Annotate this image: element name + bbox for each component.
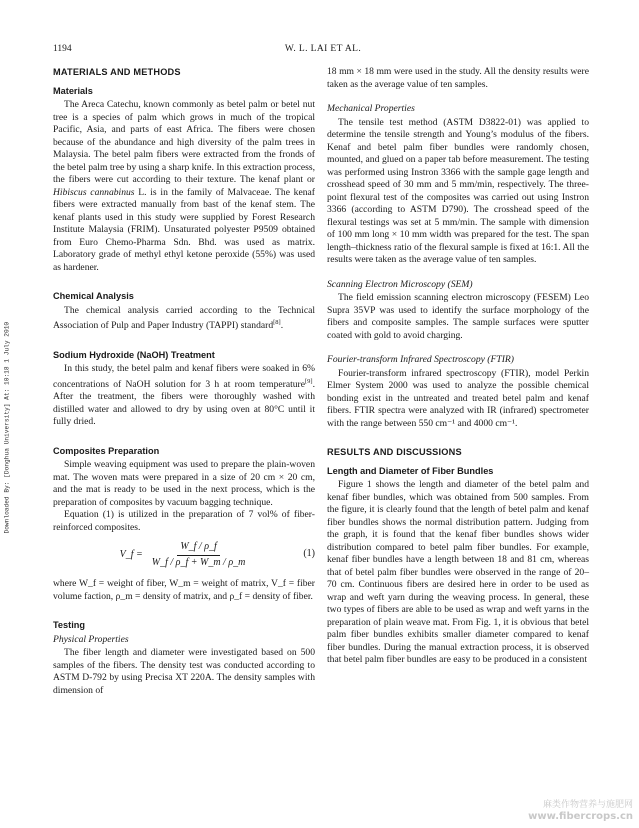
chemical-analysis-heading: Chemical Analysis xyxy=(53,291,134,301)
physical-properties-heading: Physical Properties xyxy=(53,633,129,645)
methods-heading: MATERIALS AND METHODS xyxy=(53,67,181,77)
ftir-heading: Fourier-transform Infrared Spectroscopy (FTIR) xyxy=(327,354,514,365)
download-stamp xyxy=(3,300,11,540)
chemical-analysis-paragraph: The chemical analysis carried according to the Technical Association of Pulp and Paper Industry (TAPPI) standard[8]. xyxy=(53,304,315,332)
running-head: W. L. LAI ET AL. xyxy=(284,44,362,54)
watermark-line-1: 麻类作物营养与施肥网 xyxy=(542,800,633,810)
materials-heading: Materials xyxy=(53,85,93,96)
composites-paragraph-2: Equation (1) is utilized in the preparation of 7 vol% of fiber-reinforced composites. xyxy=(53,509,315,533)
page-number: 1194 xyxy=(53,44,72,54)
species-name: Hibiscus cannabinus xyxy=(53,186,135,198)
page-header xyxy=(53,44,593,58)
length-diameter-heading: Length and Diameter of Fiber Bundles xyxy=(327,465,494,476)
results-heading: RESULTS AND DISCUSSIONS xyxy=(327,447,462,457)
equation-number: (1) xyxy=(303,548,315,560)
sem-heading: Scanning Electron Microscopy (SEM) xyxy=(327,278,473,290)
left-column xyxy=(53,66,315,697)
naoh-treatment-paragraph: In this study, the betel palm and kenaf fibers were soaked in 6% concentrations of NaOH solution for 3 h at room temperature[9]. After the treatment, the fibers were thoroughly washed with distilled water and allowed to dry by using oven at 80°C until it fully dried. xyxy=(53,363,315,428)
citation: [8] xyxy=(273,319,281,326)
equation-numerator: W_f / ρ_f xyxy=(177,541,219,556)
mechanical-properties-heading: Mechanical Properties xyxy=(327,103,415,114)
materials-paragraph: The Areca Catechu, known commonly as betel palm or betel nut tree is a species of palm which grows in much of the tropical Pacific, Asia, and parts of east Africa. The fibers were chosen because of the abundance and high diversity of the palm trees in Malaysia. The betel palm fibers were extracted from the fronds of the betel palm tree by using a sharp knife. In this extraction process, the fibers were cut according to their texture. The kenaf plant or Hibiscus cannabinus L. is in the family of Malvaceae. The kenaf fibers were extracted manually from bast of the kenaf stem. The kenaf plants used in this study were supplied by Forest Research Institute Malaysia (FRIM). Unsaturated polyester P9509 obtained from Euro Chemo-Pharma Sdn. Bhd. was used as matrix. Laboratory grade of methyl ethyl ketone peroxide (55%) was used as hardener. xyxy=(53,99,315,273)
ftir-paragraph: Fourier-transform infrared spectroscopy (FTIR), model Perkin Elmer System 2000 was used to analyze the possible chemical bonding exist in the untreated and treated betel palm and kenaf fibers. FTIR spectra were analyzed with IR (infrared) spectrometer with the range between 550 cm⁻¹ and 4000 cm⁻¹. xyxy=(327,367,589,429)
download-stamp-text: Downloaded By: [Donghua University] At: 10:18 1 July 2010 xyxy=(3,321,11,534)
mechanical-properties-paragraph: The tensile test method (ASTM D3822-01) was applied to determine the tensile strength and Young’s modulus of the fibers. Kenaf and betel palm fiber bundles were randomly chosen, mounted, and glued on a paper tab before measurement. The testing was performed using Instron 3366 with the sample gage length and crosshead speed of 30 mm and 5 mm/min, respectively. The three-point flexural test of the composites was carried out using Instron 3366 (according to ASTM D790). The crosshead speed of the flexural testings was set at 5 mm/min. The sample with dimension of 100 mm long × 10 mm width was prepared for the test. The span length–thickness ratio of the flexural sample is fixed at 16:1. All the results were taken as the average value of ten samples. xyxy=(327,116,589,265)
equation-1 xyxy=(53,538,315,572)
equation-lhs: V_f = xyxy=(119,549,143,561)
composites-paragraph-3: where W_f = weight of fiber, W_m = weight of matrix, V_f = fiber volume faction, ρ_m = density of matrix, and ρ_f = density of fiber. xyxy=(53,578,315,602)
naoh-treatment-heading: Sodium Hydroxide (NaOH) Treatment xyxy=(53,349,215,360)
right-column xyxy=(327,66,589,667)
equation-fraction xyxy=(149,541,249,569)
composites-paragraph-1: Simple weaving equipment was used to prepare the plain-woven mat. The woven mats were prepared in a size of 20 cm × 20 cm, and the mat is ready to be used in the next process, which is the preparation of composites by vacuum bagging technique. xyxy=(53,459,315,508)
citation: [9] xyxy=(305,377,313,385)
density-continuation: 18 mm × 18 mm were used in the study. All the density results were taken as the average value of ten samples. xyxy=(327,66,589,90)
composites-preparation-heading: Composites Preparation xyxy=(53,445,160,456)
equation-denominator: W_f / ρ_f + W_m / ρ_m xyxy=(151,556,246,568)
site-watermark xyxy=(528,800,633,822)
length-diameter-paragraph: Figure 1 shows the length and diameter of the betel palm and kenaf fiber bundles, which was obtained from 500 samples. From the figure, it is clearly found that the length of betel palm and kenaf fiber bundles shows the normal distribution pattern. Judging from the graph, it is found that the kenaf fiber bundles shows wider distribution compared to betel palm fiber bundles. For example, kenaf fiber bundles have a length between 18 and 81 cm, whereas that of betel palm fiber bundles were observed in the range of 20–70 cm. Continuous fibers are desired here in order to be used as wrap and weft yarn during the weaving process. In general, these two types of fibers are able to be used as wrap and weft yarns in the preparation of plain weave mat. From Fig. 1, it is obvious that betel palm fiber bundles exhibits smaller diameter compared to kenaf fiber bundles. During the manual extraction process, it is observed that betel palm fiber bundles are easy to be produced in a consistent xyxy=(327,479,589,665)
watermark-line-2: www.fibercrops.cn xyxy=(528,811,633,822)
physical-properties-paragraph: The fiber length and diameter were investigated based on 500 samples of the fibers. The density test was conducted according to ASTM D-792 by using Precisa XT 220A. The density samples with dimension of xyxy=(53,647,315,696)
testing-heading: Testing xyxy=(53,620,85,631)
sem-paragraph: The field emission scanning electron microscopy (FESEM) Leo Supra 35VP was used to identify the surface morphology of the fibers and composite samples. The sample surfaces were sputter coated with gold to avoid charging. xyxy=(327,292,589,341)
